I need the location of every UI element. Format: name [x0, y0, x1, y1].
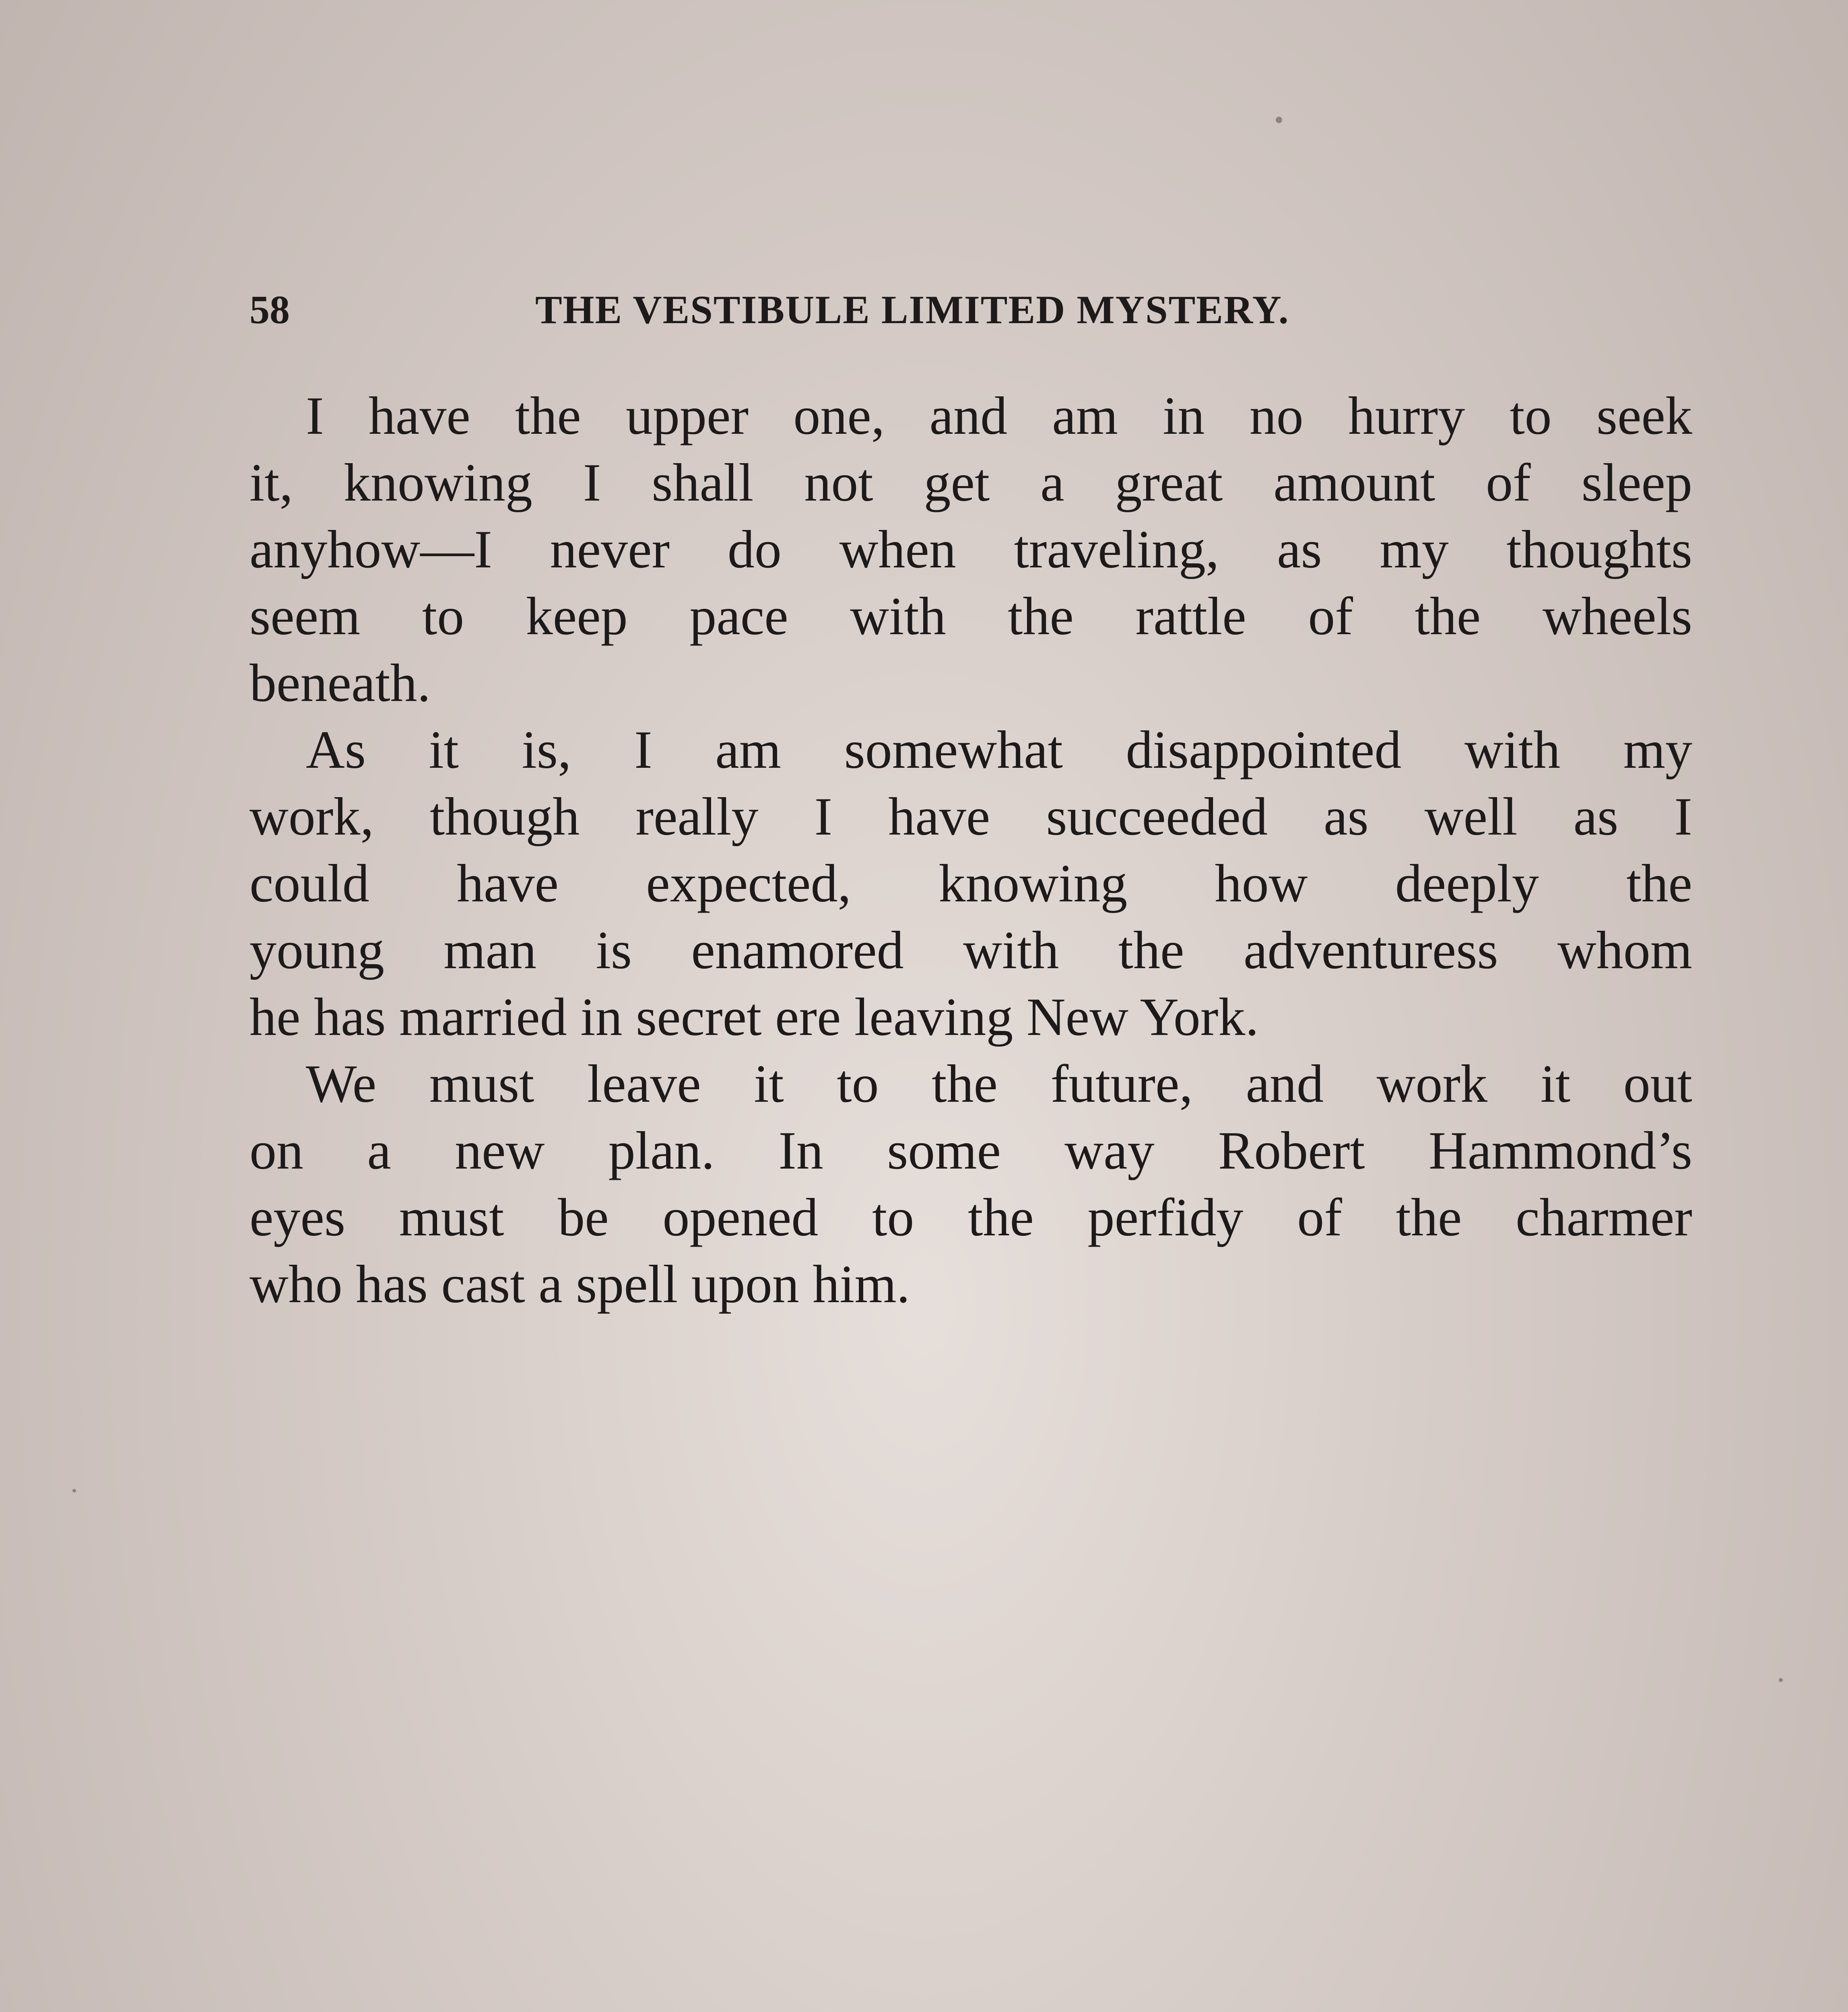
text-line: We must leave it to the future, and work it out [306, 1054, 1692, 1113]
text-line: work, though really I have succeeded as well as I [250, 787, 1692, 846]
text-line: could have expected, knowing how deeply the [250, 853, 1692, 913]
running-head-title: THE VESTIBULE LIMITED MYSTERY. [535, 287, 1289, 332]
text-line: young man is enamored with the adventuress whom [250, 920, 1692, 980]
page-number: 58 [250, 287, 290, 332]
text-line: it, knowing I shall not get a great amount of sleep [250, 453, 1692, 512]
text-line: I have the upper one, and am in no hurry to seek [306, 386, 1692, 445]
paragraph-2 [250, 716, 1692, 1050]
paper-speck [1779, 1678, 1783, 1682]
text-line: on a new plan. In some way Robert Hammond’s [250, 1121, 1692, 1180]
text-line: who has cast a spell upon him. [250, 1254, 910, 1314]
text-line: seem to keep pace with the rattle of the wheels [250, 586, 1692, 646]
paragraph-3 [250, 1050, 1692, 1317]
paper-speck [1276, 117, 1282, 123]
page-header [250, 282, 1698, 338]
body-text [250, 382, 1692, 1317]
paper-speck [72, 1489, 76, 1493]
text-line: he has married in secret ere leaving New York. [250, 987, 1259, 1047]
text-line: anyhow—I never do when traveling, as my thoughts [250, 519, 1692, 579]
text-line: As it is, I am somewhat disappointed with my [306, 720, 1692, 779]
text-line: eyes must be opened to the perfidy of the charmer [250, 1187, 1692, 1247]
paragraph-1 [250, 382, 1692, 716]
text-line: beneath. [250, 653, 431, 713]
